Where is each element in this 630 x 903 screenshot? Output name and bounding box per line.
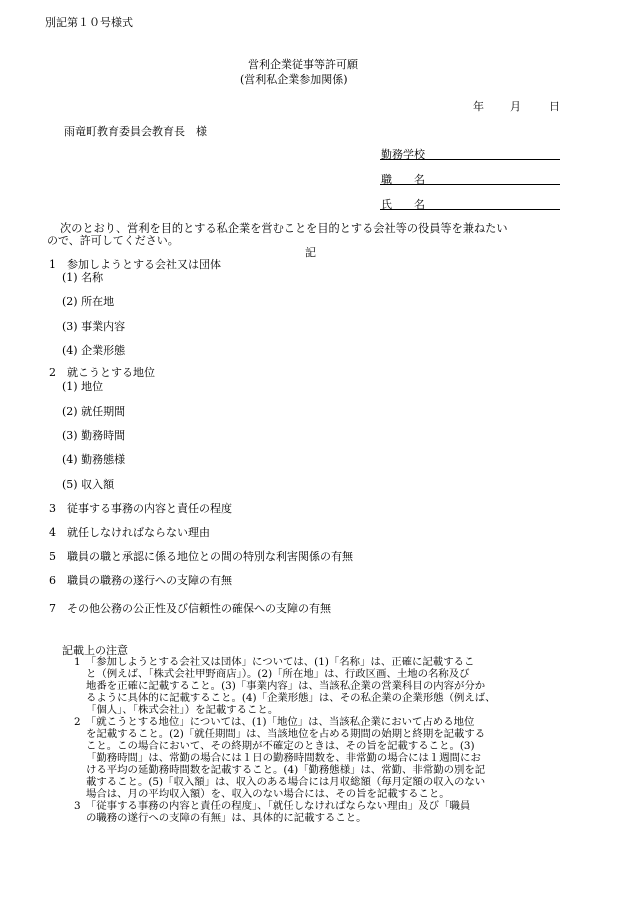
section-1-item: (1) 名称 bbox=[62, 271, 104, 284]
page-title: 営利企業従事等許可願 bbox=[248, 58, 358, 71]
intro-line-2: ので、許可してください。 bbox=[47, 234, 179, 247]
notes-line: を記載すること。(2)「就任期間」は、当該地位を占める期間の始期と終期を記載する bbox=[86, 728, 486, 740]
notes-line: 3 「従事する事務の内容と責任の程度」、「就任しなければならない理由」及び「職員 bbox=[74, 800, 471, 812]
section-2-item: (5) 収入額 bbox=[62, 478, 115, 491]
notes-line: ける平均の延勤務時間数を記載すること。(4)「勤務態様」は、常勤、非常勤の別を記 bbox=[86, 764, 486, 776]
notes-heading: 記載上の注意 bbox=[62, 644, 128, 657]
section-1-title: 1 参加しようとする会社又は団体 bbox=[49, 258, 221, 271]
school-line bbox=[380, 159, 560, 160]
section-5-title: 5 職員の職と承認に係る地位との間の特別な利害関係の有無 bbox=[49, 550, 353, 563]
notes-line: 2 「就こうとする地位」については、(1)「地位」は、当該私企業において占める地位 bbox=[74, 716, 475, 728]
section-1-item: (2) 所在地 bbox=[62, 295, 115, 308]
section-6-title: 6 職員の職務の遂行への支障の有無 bbox=[49, 574, 232, 587]
date-month-label: 月 bbox=[510, 100, 521, 113]
intro-line-1: 次のとおり、営利を目的とする私企業を営むことを目的とする会社等の役員等を兼ねたい bbox=[60, 222, 508, 235]
notes-line: こと。この場合において、その終期が不確定のときは、その旨を記載すること。(3) bbox=[86, 740, 475, 752]
section-1-item: (3) 事業内容 bbox=[62, 320, 126, 333]
school-label: 勤務学校 bbox=[381, 148, 425, 161]
form-id: 別記第１０号様式 bbox=[45, 16, 133, 29]
section-2-item: (4) 勤務態様 bbox=[62, 453, 126, 466]
section-2-item: (1) 地位 bbox=[62, 380, 104, 393]
notes-line: 場合は、月の平均収入額）を、収入のない場合には、その旨を記載すること。 bbox=[86, 788, 450, 800]
addressee: 雨竜町教育委員会教育長 様 bbox=[64, 125, 207, 138]
section-3-title: 3 従事する事務の内容と責任の程度 bbox=[49, 502, 232, 515]
section-1-item: (4) 企業形態 bbox=[62, 344, 126, 357]
notes-line: の職務の遂行への支障の有無」は、具体的に記載すること。 bbox=[86, 812, 367, 824]
notes-line: 1 「参加しようとする会社又は団体」については、(1)「名称」は、正確に記載するこ bbox=[74, 656, 475, 668]
name-line bbox=[380, 209, 560, 210]
section-7-title: 7 その他公務の公正性及び信頼性の確保への支障の有無 bbox=[49, 602, 331, 615]
notes-line: と（例えば、「株式会社甲野商店」）。(2)「所在地」は、行政区画、土地の名称及び bbox=[86, 668, 470, 680]
name-label: 氏 名 bbox=[381, 198, 425, 211]
page-subtitle: (営利私企業参加関係) bbox=[240, 73, 348, 86]
notes-line: 「勤務時間」は、常勤の場合には１日の勤務時間数を、非常勤の場合には１週間にお bbox=[86, 752, 481, 764]
date-year-label: 年 bbox=[473, 100, 484, 113]
section-4-title: 4 就任しなければならない理由 bbox=[49, 526, 210, 539]
position-line bbox=[380, 184, 560, 185]
notes-line: 載すること。(5)「収入額」は、収入のある場合には月収総額（毎月定額の収入のない bbox=[86, 776, 486, 788]
section-2-item: (2) 就任期間 bbox=[62, 405, 126, 418]
notes-line: るように具体的に記載すること。(4)「企業形態」は、その私企業の企業形態（例えば、 bbox=[86, 692, 496, 704]
ki-label: 記 bbox=[305, 246, 316, 259]
notes-line: 「個人」、「株式会社」）を記載すること。 bbox=[86, 704, 279, 716]
notes-line: 地番を正確に記載すること。(3)「事業内容」は、当該私企業の営業科目の内容が分か bbox=[86, 680, 486, 692]
date-day-label: 日 bbox=[549, 100, 560, 113]
section-2-title: 2 就こうとする地位 bbox=[49, 366, 155, 379]
section-2-item: (3) 勤務時間 bbox=[62, 429, 126, 442]
position-label: 職 名 bbox=[381, 173, 425, 186]
